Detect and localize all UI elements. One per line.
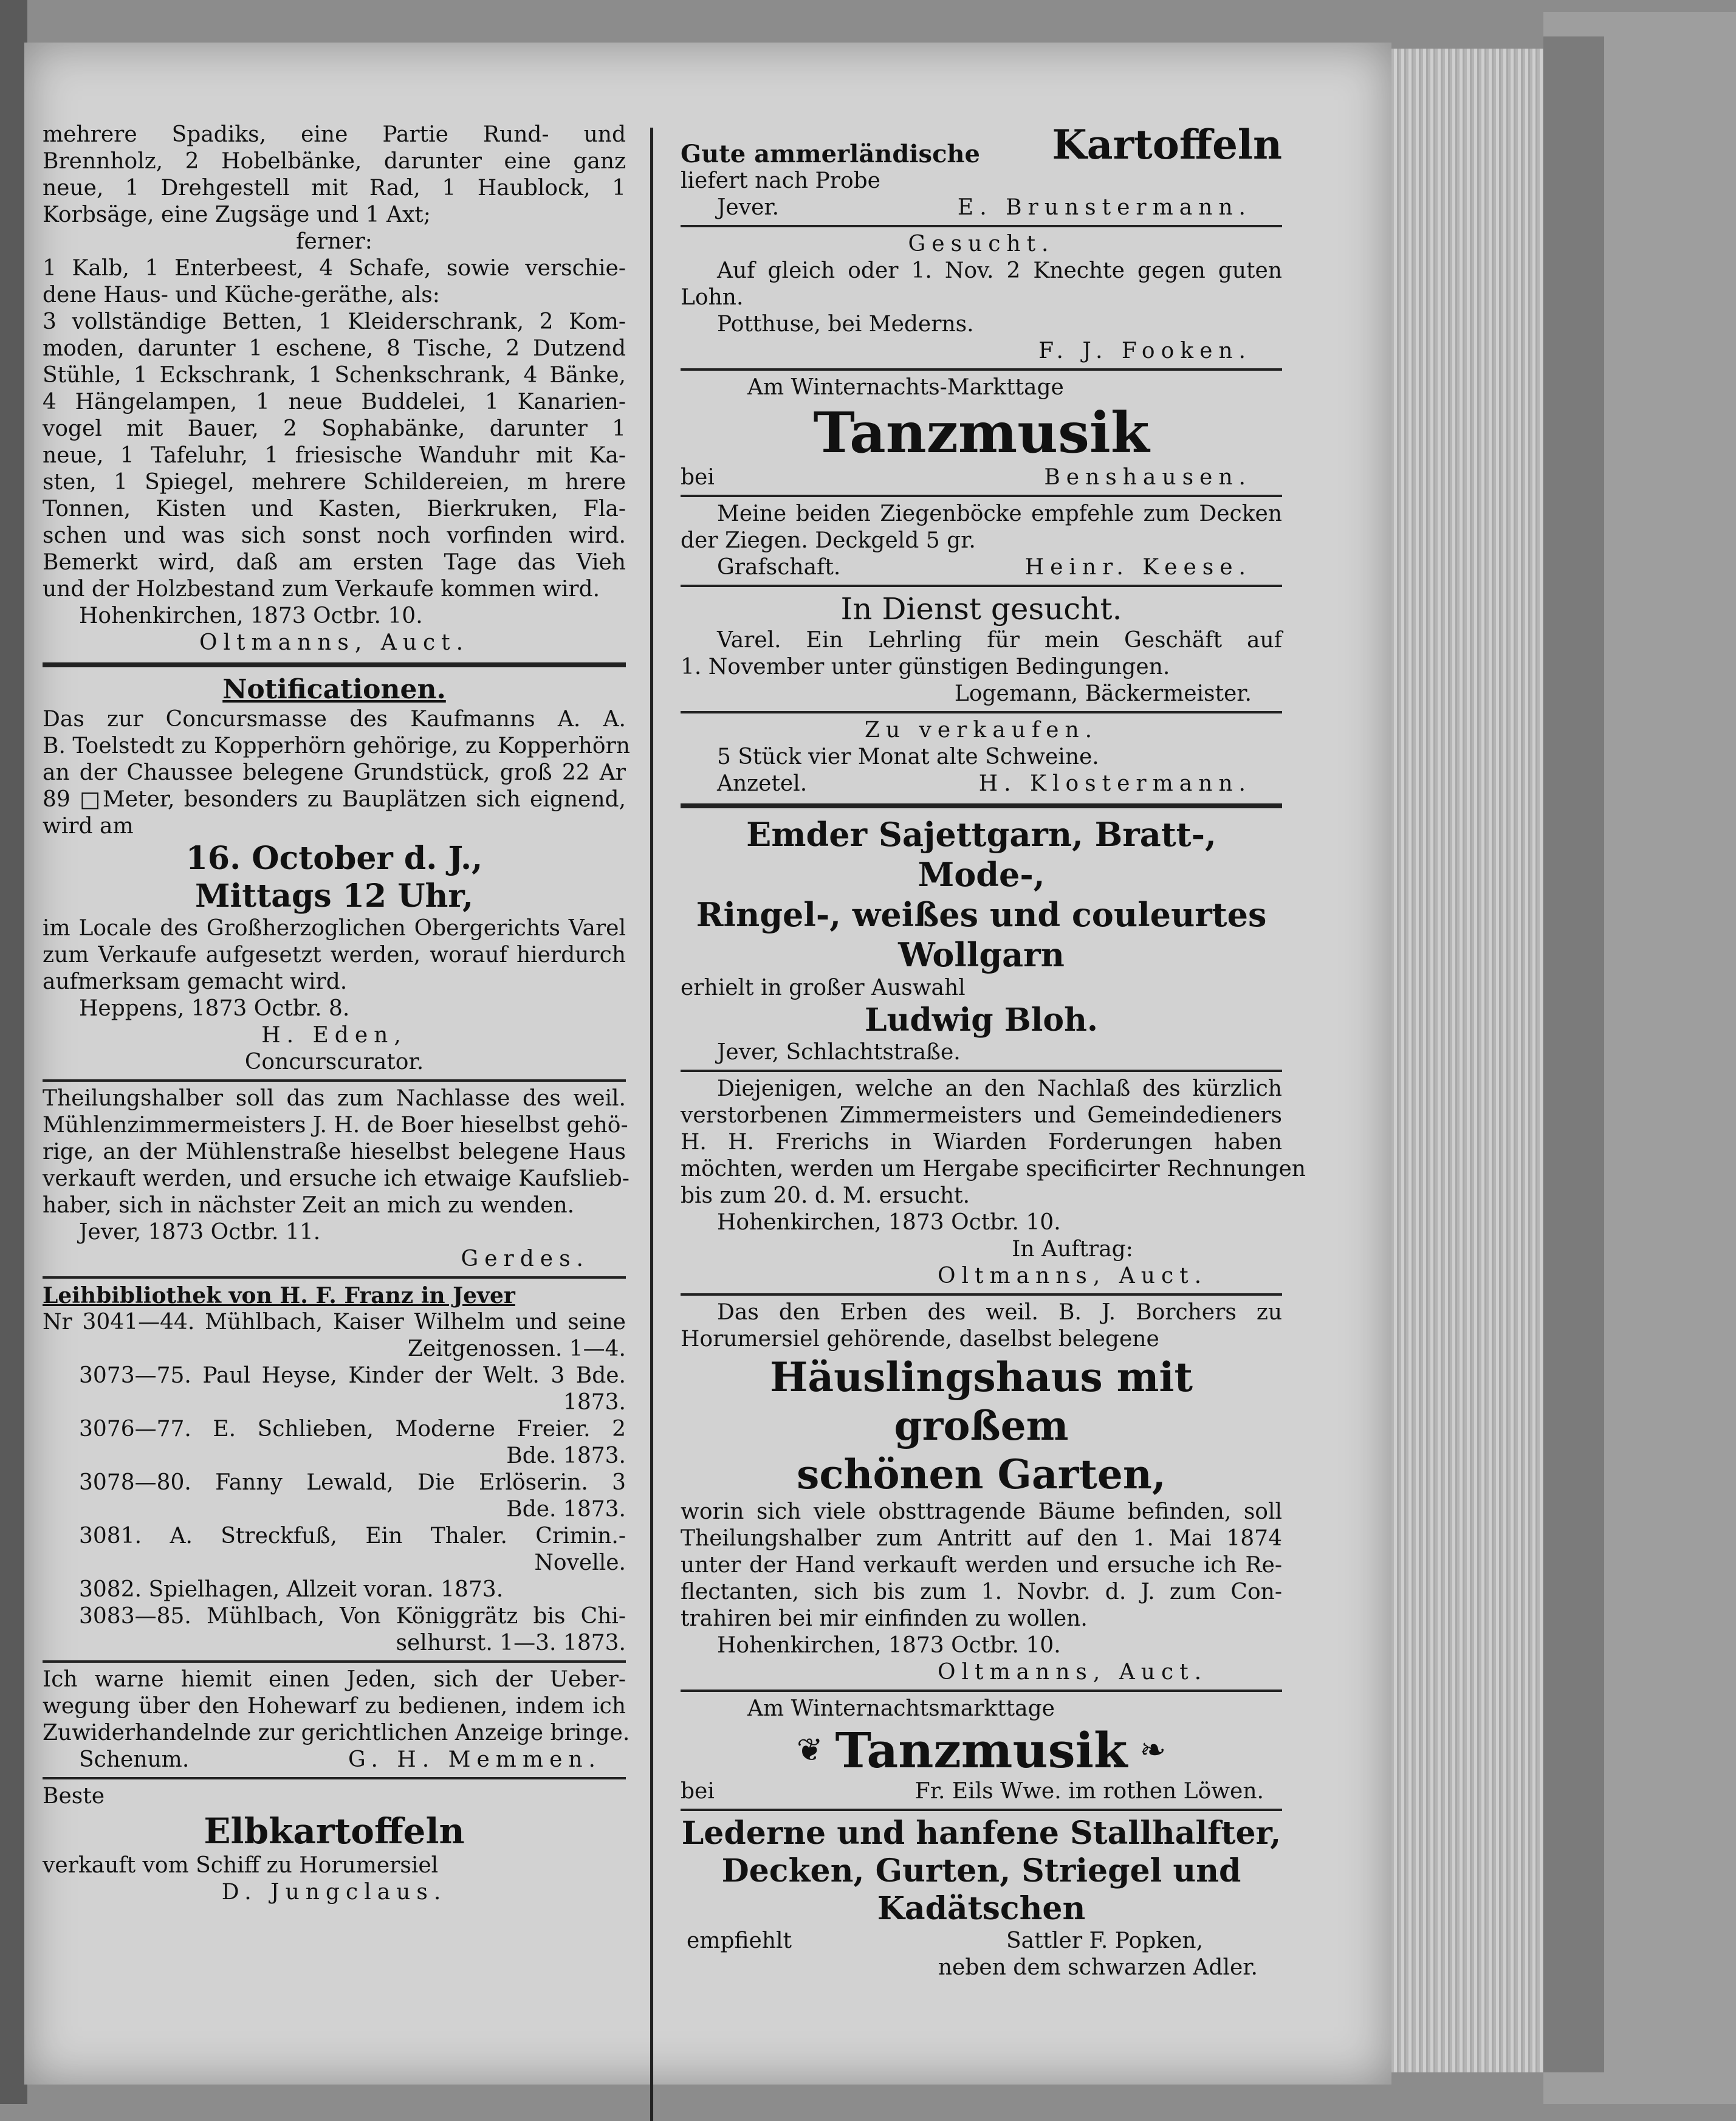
ad-title: Kartoffeln — [1052, 121, 1282, 168]
pig-sale-ad — [681, 717, 1282, 797]
section-rule — [43, 1079, 626, 1082]
text-line: moden, darunter 1 eschene, 8 Tische, 2 Dutzend — [43, 336, 626, 361]
text-line: Gute ammerländische — [681, 140, 980, 168]
text-line: möchten, werden um Hergabe specificirter Rechnungen — [681, 1157, 1306, 1181]
text-line: Lohn. — [681, 285, 744, 310]
signature: G. H. Memmen. — [348, 1747, 602, 1772]
text-line: Varel. Ein Lehrling für mein Geschäft auf — [717, 628, 1282, 653]
place-date: Hohenkirchen, 1873 Octbr. 10. — [717, 1210, 1061, 1235]
section-rule — [681, 585, 1282, 587]
section-rule — [681, 803, 1282, 808]
text-line: Zuwiderhandelnde zur gerichtlichen Anzeige bringe. — [43, 1721, 630, 1745]
section-rule — [681, 1070, 1282, 1072]
text-line: 3 vollständige Betten, 1 Kleiderschrank, 2 Kom- — [43, 309, 626, 334]
text-line: bis zum 20. d. M. ersucht. — [681, 1183, 970, 1208]
signature: Fr. Eils Wwe. im rothen Löwen. — [914, 1779, 1264, 1804]
ad-title: Elbkartoffeln — [204, 1810, 465, 1852]
section-rule — [681, 1809, 1282, 1811]
text-line: Meine beiden Ziegenböcke empfehle zum Decken — [717, 501, 1282, 526]
place: Schenum. — [79, 1747, 190, 1772]
text-line: verstorbenen Zimmermeisters und Gemeindedieners — [681, 1103, 1282, 1128]
book-cover-inner — [1543, 36, 1604, 2072]
text-line: 89 □Meter, besonders zu Bauplätzen sich eignend, — [43, 787, 626, 812]
library-entry-cont: Novelle. — [534, 1550, 626, 1575]
library-entry: 3082. Spielhagen, Allzeit voran. 1873. — [79, 1577, 504, 1602]
library-entry-cont: Bde. 1873. — [506, 1443, 626, 1468]
text-line: Am Winternachtsmarkttage — [747, 1696, 1055, 1721]
house-sale-ad — [43, 1085, 630, 1273]
text-line: In Auftrag: — [1012, 1237, 1133, 1262]
estate-claims-ad — [681, 1076, 1306, 1290]
apprentice-ad — [681, 591, 1282, 707]
signature: Oltmanns, Auct. — [199, 630, 470, 655]
auction-listing — [43, 122, 626, 656]
left-column — [43, 122, 630, 1906]
merchant-name: Ludwig Bloh. — [864, 1002, 1098, 1039]
text-line: Bemerkt wird, daß am ersten Tage das Vieh — [43, 550, 626, 575]
text-line: neue, 1 Drehgestell mit Rad, 1 Haublock, 1 — [43, 176, 626, 201]
text-line: dene Haus- und Küche-geräthe, als: — [43, 283, 440, 308]
signature-row — [681, 1928, 1282, 1954]
potato-ad — [43, 1783, 626, 1906]
signature-row — [681, 771, 1282, 797]
library-entry: Nr 3041—44. Mühlbach, Kaiser Wilhelm und seine — [43, 1310, 626, 1335]
ad-title: Tanzmusik — [813, 400, 1150, 466]
signature-row — [681, 554, 1282, 581]
text-line: Ich warne hiemit einen Jeden, sich der Ueber- — [43, 1667, 626, 1692]
text-line: Theilungshalber zum Antritt auf den 1. Mai 1874 — [681, 1526, 1282, 1551]
section-heading: In Dienst gesucht. — [840, 591, 1122, 627]
section-rule — [43, 1777, 626, 1779]
section-rule — [681, 1690, 1282, 1692]
section-rule — [681, 711, 1282, 713]
column-divider — [650, 128, 653, 2121]
library-entry: 3083—85. Mühlbach, Von Königgrätz bis Chi- — [79, 1604, 626, 1629]
signature: Logemann, Bäckermeister. — [954, 681, 1252, 706]
signature: E. Brunstermann. — [957, 195, 1252, 220]
text-line: worin sich viele obsttragende Bäume befinden, soll — [681, 1499, 1282, 1524]
text-line: bei — [681, 465, 715, 490]
text-line: 1 Kalb, 1 Enterbeest, 4 Schafe, sowie verschie- — [43, 256, 626, 281]
signature-row — [681, 464, 1282, 491]
text-line: schen und was sich sonst noch vorfinden wird. — [43, 523, 626, 548]
library-ad — [43, 1282, 626, 1657]
ad-title-line: Kadätschen — [877, 1890, 1086, 1927]
signature: Benshausen. — [1044, 465, 1252, 490]
text-line: Auf gleich oder 1. Nov. 2 Knechte gegen guten — [717, 258, 1282, 283]
place: Jever. — [717, 195, 780, 220]
yarn-ad — [681, 814, 1282, 1066]
section-rule — [681, 1293, 1282, 1296]
text-line: 1. November unter günstigen Bedingungen. — [681, 655, 1170, 679]
text-line: Theilungshalber soll das zum Nachlasse des weil. — [43, 1086, 626, 1111]
place: Anzetel. — [717, 771, 808, 796]
text-line: Tonnen, Kisten und Kasten, Bierkruken, Fla- — [43, 497, 626, 521]
section-rule — [43, 1276, 626, 1279]
library-entry: 3078—80. Fanny Lewald, Die Erlöserin. 3 — [79, 1470, 626, 1495]
auction-date: 16. October d. J., — [185, 840, 483, 877]
signature: H. Klostermann. — [978, 771, 1252, 796]
text-line: rige, an der Mühlenstraße hieselbst belegene Haus — [43, 1140, 626, 1164]
ad-title: Tanzmusik — [835, 1722, 1128, 1779]
place-date: Jever, 1873 Octbr. 11. — [79, 1220, 321, 1245]
library-entry: 3076—77. E. Schlieben, Moderne Freier. 2 — [79, 1417, 626, 1442]
text-line: unter der Hand verkauft werden und ersuche ich Re- — [681, 1553, 1282, 1578]
library-entry-cont: 1873. — [563, 1390, 626, 1415]
text-line: Brennholz, 2 Hobelbänke, darunter eine ganz — [43, 149, 626, 174]
house-sale-ad — [681, 1299, 1282, 1686]
signature-row — [43, 1747, 626, 1773]
ornamented-title — [681, 1722, 1282, 1778]
place-date: Hohenkirchen, 1873 Octbr. 10. — [717, 1633, 1061, 1658]
text-line: Stühle, 1 Eckschrank, 1 Schenkschrank, 4 Bänke, — [43, 363, 626, 388]
right-column — [681, 121, 1306, 1981]
text-line: liefert nach Probe — [681, 168, 880, 193]
ad-title-line: Häuslingshaus mit großem — [770, 1353, 1193, 1449]
text-line: Diejenigen, welche an den Nachlaß des kürzlich — [717, 1076, 1282, 1101]
signature: F. J. Fooken. — [1038, 339, 1252, 363]
headline-row — [681, 122, 1282, 168]
signature: Heinr. Keese. — [1024, 555, 1252, 580]
text-line: bei — [681, 1779, 715, 1804]
library-entry: 3073—75. Paul Heyse, Kinder der Welt. 3 Bde. — [79, 1363, 626, 1388]
text-line: wird am — [43, 814, 134, 839]
section-rule — [681, 495, 1282, 497]
text-line: 4 Hängelampen, 1 neue Buddelei, 1 Kanarien- — [43, 390, 626, 414]
text-line: 5 Stück vier Monat alte Schweine. — [717, 744, 1099, 769]
text-line: empfiehlt — [687, 1928, 792, 1953]
text-line: vogel mit Bauer, 2 Sophabänke, darunter 1 — [43, 416, 626, 441]
ad-title-line: Lederne und hanfene Stallhalfter, — [681, 1815, 1281, 1852]
text-line: Mühlenzimmermeisters J. H. de Boer hieselbst gehö- — [43, 1113, 628, 1138]
dance-ad — [681, 1696, 1282, 1805]
text-line: zum Verkaufe aufgesetzt werden, worauf hierdurch — [43, 943, 626, 968]
section-rule — [43, 1660, 626, 1663]
ad-title-line: Ringel-, weißes und couleurtes — [696, 895, 1267, 934]
signature: Oltmanns, Auct. — [937, 1660, 1208, 1685]
book-spine-shadow — [0, 0, 27, 2104]
ornament-right-icon: ❧ — [1139, 1732, 1167, 1769]
section-heading: Gesucht. — [908, 232, 1055, 256]
ad-title-line: Emder Sajettgarn, Bratt-, Mode-, — [746, 815, 1216, 894]
place: Grafschaft. — [717, 555, 841, 580]
text-line: sten, 1 Spiegel, mehrere Schildereien, m hrere — [43, 470, 626, 495]
goat-ad — [681, 501, 1282, 581]
text-line: Das den Erben des weil. B. J. Borchers zu — [717, 1300, 1282, 1325]
warning-notice — [43, 1666, 630, 1773]
library-entry-cont: Zeitgenossen. 1—4. — [407, 1336, 626, 1361]
section-rule — [681, 368, 1282, 371]
signature-title: Concurscurator. — [244, 1050, 424, 1074]
library-entry-cont: selhurst. 1—3. 1873. — [396, 1631, 626, 1655]
auction-time: Mittags 12 Uhr, — [194, 878, 474, 915]
ad-title-line: Wollgarn — [898, 935, 1065, 974]
potato-ad — [681, 122, 1282, 221]
text-line: ferner: — [296, 229, 372, 254]
text-line: Das zur Concursmasse des Kaufmanns A. A. — [43, 707, 626, 732]
page-stack-edges — [1391, 49, 1543, 2072]
signature-address: neben dem schwarzen Adler. — [938, 1955, 1258, 1980]
place: Jever, Schlachtstraße. — [717, 1040, 961, 1065]
signature: D. Jungclaus. — [221, 1880, 447, 1905]
section-heading: Notificationen. — [222, 674, 446, 705]
text-line: Horumersiel gehörende, daselbst belegene — [681, 1327, 1159, 1352]
text-line: flectanten, sich bis zum 1. Novbr. d. J. zum Con- — [681, 1580, 1282, 1604]
text-line: aufmerksam gemacht wird. — [43, 969, 348, 994]
wanted-ad — [681, 231, 1282, 365]
text-line: verkauft werden, und ersuche ich etwaige Kaufslieb- — [43, 1166, 630, 1191]
ornament-left-icon: ❦ — [796, 1732, 823, 1769]
section-heading: Zu verkaufen. — [864, 718, 1099, 743]
signature: Gerdes. — [461, 1246, 589, 1271]
text-line: mehrere Spadiks, eine Partie Rund- und — [43, 122, 626, 147]
text-line: erhielt in großer Auswahl — [681, 975, 966, 1000]
text-line: im Locale des Großherzoglichen Obergerichts Varel — [43, 916, 626, 941]
text-line: verkauft vom Schiff zu Horumersiel — [43, 1853, 439, 1878]
notification-ad — [43, 673, 630, 1076]
ad-title-line: Decken, Gurten, Striegel und — [721, 1852, 1241, 1889]
text-line: Korbsäge, eine Zugsäge und 1 Axt; — [43, 202, 431, 227]
text-line: haber, sich in nächster Zeit an mich zu wenden. — [43, 1193, 575, 1218]
section-heading: Leihbibliothek von H. F. Franz in Jever — [43, 1283, 515, 1308]
text-line: Hohenkirchen, 1873 Octbr. 10. — [79, 603, 423, 628]
text-line: Am Winternachts-Markttage — [747, 375, 1064, 400]
library-entry: 3081. A. Streckfuß, Ein Thaler. Crimin.- — [79, 1524, 626, 1549]
signature-row — [681, 194, 1282, 221]
text-line: neue, 1 Tafeluhr, 1 friesische Wanduhr mit Ka- — [43, 443, 626, 468]
text-line: B. Toelstedt zu Kopperhörn gehörige, zu Kopperhörn — [43, 734, 630, 758]
text-line: der Ziegen. Deckgeld 5 gr. — [681, 528, 976, 553]
text-line: H. H. Frerichs in Wiarden Forderungen haben — [681, 1130, 1282, 1155]
text-line: und der Holzbestand zum Verkaufe kommen wird. — [43, 577, 600, 602]
signature: Sattler F. Popken, — [1006, 1928, 1203, 1953]
place: Potthuse, bei Mederns. — [717, 312, 974, 337]
signature: H. Eden, — [261, 1023, 407, 1048]
text-line: Beste — [43, 1784, 105, 1809]
text-line: wegung über den Hohewarf zu bedienen, indem ich — [43, 1694, 626, 1719]
section-rule — [681, 225, 1282, 227]
place-date: Heppens, 1873 Octbr. 8. — [79, 996, 350, 1021]
signature: Oltmanns, Auct. — [937, 1263, 1208, 1288]
signature-row — [681, 1778, 1282, 1805]
dance-ad — [681, 374, 1282, 491]
library-entry-cont: Bde. 1873. — [506, 1497, 626, 1522]
text-line: trahiren bei mir einfinden zu wollen. — [681, 1606, 1088, 1631]
saddler-ad — [681, 1815, 1282, 1981]
ad-title-line: schönen Garten, — [797, 1451, 1166, 1498]
section-rule — [43, 662, 626, 667]
text-line: an der Chaussee belegene Grundstück, groß 22 Ar — [43, 760, 626, 785]
